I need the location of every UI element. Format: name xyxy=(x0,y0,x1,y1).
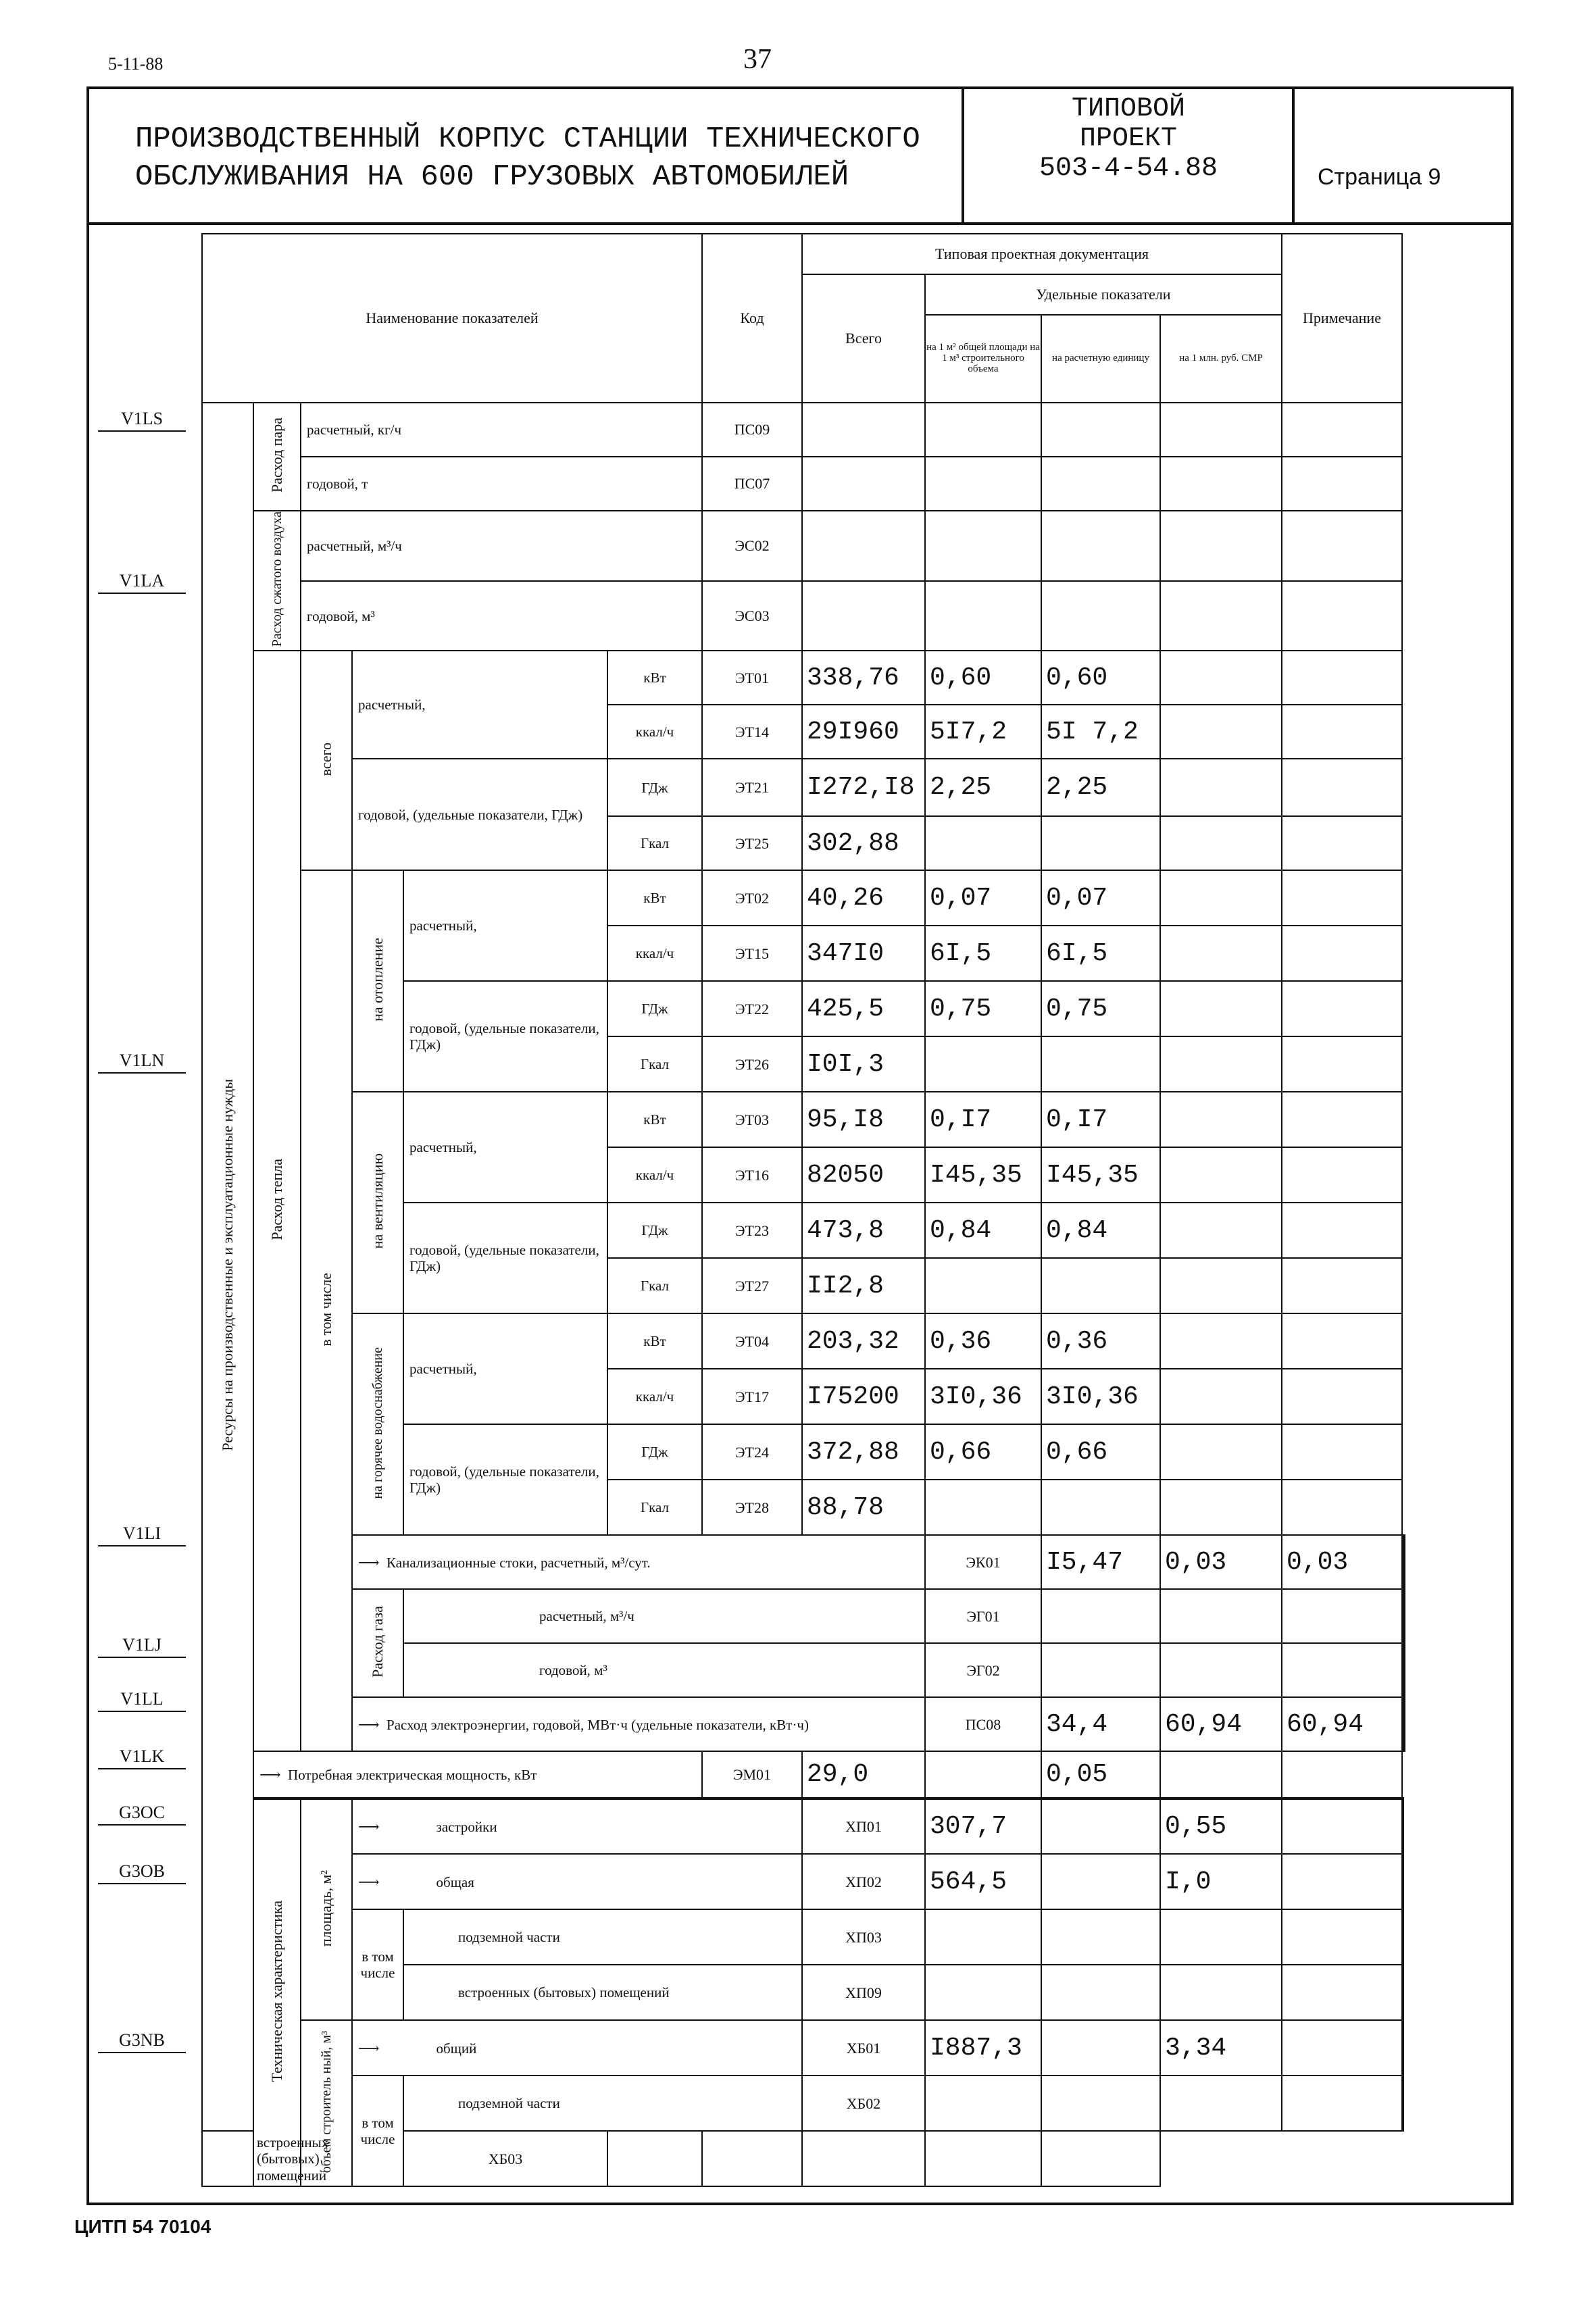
value-per-mln xyxy=(925,2131,1041,2186)
arrow-icon: ⟶ xyxy=(358,1553,380,1571)
row-code: ПС09 xyxy=(702,403,802,457)
note-cell xyxy=(1282,511,1402,581)
col-per-mln-header: на 1 млн. руб. СМР xyxy=(1160,315,1282,403)
row-label: годовой, (удельные показатели, ГДж) xyxy=(352,759,607,870)
value-per-unit: 0,36 xyxy=(1041,1313,1160,1369)
value-per-unit: 0,75 xyxy=(1041,981,1160,1036)
steam-group: Расход пара xyxy=(253,403,301,511)
row-code: ЭТ01 xyxy=(702,651,802,705)
side-code: V1LN xyxy=(98,1051,186,1074)
note-cell xyxy=(1282,1092,1402,1147)
value-per-m2: 6I,5 xyxy=(925,926,1041,981)
row-code: ЭТ02 xyxy=(702,870,802,926)
arrow-icon: ⟶ xyxy=(358,2039,380,2057)
row-label: годовой, м³ xyxy=(403,1643,925,1697)
value-total: 82050 xyxy=(802,1147,925,1203)
value-per-mln xyxy=(1160,1147,1282,1203)
value-per-mln xyxy=(1282,2020,1402,2076)
gas-group: Расход газа xyxy=(352,1589,403,1697)
note-cell xyxy=(1402,1965,1403,2020)
value-per-unit: 0,03 xyxy=(1282,1535,1402,1589)
value-per-unit: 0,05 xyxy=(1041,1751,1160,1799)
heating-group: на отопление xyxy=(352,870,403,1092)
note-cell xyxy=(1402,2020,1403,2076)
row-code: ЭТ26 xyxy=(702,1036,802,1092)
value-per-mln xyxy=(1160,705,1282,759)
value-total xyxy=(802,457,925,511)
value-total: I75200 xyxy=(802,1369,925,1424)
value-total xyxy=(1041,1643,1160,1697)
side-code: V1LA xyxy=(98,571,186,594)
value-per-m2 xyxy=(925,511,1041,581)
value-per-unit xyxy=(1041,1480,1160,1535)
value-per-mln xyxy=(1160,403,1282,457)
value-per-unit: 0,60 xyxy=(1041,651,1160,705)
value-per-m2: 5I7,2 xyxy=(925,705,1041,759)
document-title xyxy=(135,120,920,196)
note-cell xyxy=(1282,1036,1402,1092)
row-code: ХБ02 xyxy=(802,2076,925,2131)
value-per-m2 xyxy=(1041,2020,1160,2076)
value-total: 473,8 xyxy=(802,1203,925,1258)
row-label: расчетный, м³/ч xyxy=(403,1589,925,1643)
value-per-unit xyxy=(1041,403,1160,457)
value-per-unit xyxy=(1041,1036,1160,1092)
value-per-mln xyxy=(1160,926,1282,981)
volume-incl-label: в том числе xyxy=(352,2076,403,2186)
value-per-m2 xyxy=(925,816,1041,870)
row-code: ЭТ28 xyxy=(702,1480,802,1535)
air-group: Расход сжатого воздуха xyxy=(253,511,301,651)
value-per-mln xyxy=(1282,1909,1402,1965)
unit-label: кВт xyxy=(607,1092,702,1147)
area-group: площадь, м² xyxy=(301,1799,352,2020)
row-label: расчетный, xyxy=(403,870,607,981)
value-per-unit: 3,34 xyxy=(1160,2020,1282,2076)
heat-incl-group: в том числе xyxy=(301,870,352,1751)
row-label: встроенных (бытовых) помещений xyxy=(202,2131,352,2186)
header-divider xyxy=(1292,86,1295,225)
value-per-m2: 0,60 xyxy=(925,651,1041,705)
note-cell xyxy=(1282,705,1402,759)
unit-label: ккал/ч xyxy=(607,705,702,759)
value-per-m2 xyxy=(1160,1643,1282,1697)
value-total xyxy=(802,403,925,457)
row-label: ⟶ Потребная электрическая мощность, кВт xyxy=(253,1751,702,1799)
col-note-header: Примечание xyxy=(1282,234,1402,403)
note-cell xyxy=(1402,1909,1403,1965)
col-specific-header: Удельные показатели xyxy=(925,274,1282,315)
side-code: V1LI xyxy=(98,1524,186,1546)
unit-label: кВт xyxy=(607,870,702,926)
value-per-mln xyxy=(1160,870,1282,926)
value-per-unit xyxy=(1282,1589,1402,1643)
value-total: 95,I8 xyxy=(802,1092,925,1147)
title-line-1: ПРОИЗВОДСТВЕННЫЙ КОРПУС СТАНЦИИ ТЕХНИЧЕСКОГО xyxy=(135,122,920,156)
row-code: ХБ01 xyxy=(802,2020,925,2076)
note-cell xyxy=(1402,2076,1403,2131)
value-per-unit: 5I 7,2 xyxy=(1041,705,1160,759)
table-row xyxy=(202,1799,1405,1854)
value-per-unit xyxy=(1282,1643,1402,1697)
row-code: ЭТ23 xyxy=(702,1203,802,1258)
unit-label: ГДж xyxy=(607,1203,702,1258)
value-total: II2,8 xyxy=(802,1258,925,1313)
value-total xyxy=(1041,1589,1160,1643)
row-label: ⟶ застройки xyxy=(352,1799,802,1854)
row-code: ЭТ03 xyxy=(702,1092,802,1147)
resources-group: Ресурсы на производственные и эксплуатационные нужды xyxy=(202,403,253,2131)
unit-label: ккал/ч xyxy=(607,926,702,981)
unit-label: Гкал xyxy=(607,1258,702,1313)
value-per-mln xyxy=(1282,1854,1402,1909)
unit-label: Гкал xyxy=(607,1480,702,1535)
value-per-m2 xyxy=(1041,1965,1160,2020)
value-per-mln xyxy=(1160,981,1282,1036)
side-code: V1LK xyxy=(98,1746,186,1769)
row-code: ЭГ02 xyxy=(925,1643,1041,1697)
value-per-m2 xyxy=(925,403,1041,457)
value-per-mln xyxy=(1160,581,1282,651)
note-cell xyxy=(1282,1258,1402,1313)
value-per-mln xyxy=(1160,1092,1282,1147)
note-cell xyxy=(1282,1424,1402,1480)
row-label: встроенных (бытовых) помещений xyxy=(403,1965,802,2020)
row-label: ⟶ Расход электроэнергии, годовой, МВт·ч (удельные показатели, кВт·ч) xyxy=(352,1697,925,1751)
table-row xyxy=(202,1909,1405,1965)
col-per-unit-header: на расчетную единицу xyxy=(1041,315,1160,403)
value-per-mln xyxy=(1160,1424,1282,1480)
table-row xyxy=(202,1313,1405,1369)
value-per-unit: 6I,5 xyxy=(1041,926,1160,981)
value-total: I0I,3 xyxy=(802,1036,925,1092)
row-code: ЭТ15 xyxy=(702,926,802,981)
value-total: 40,26 xyxy=(802,870,925,926)
value-per-mln xyxy=(1160,1480,1282,1535)
row-code: ЭТ14 xyxy=(702,705,802,759)
row-label: расчетный, xyxy=(352,651,607,759)
value-per-mln xyxy=(1160,1203,1282,1258)
value-per-mln xyxy=(1160,511,1282,581)
value-per-mln xyxy=(1160,1313,1282,1369)
value-per-m2 xyxy=(925,1480,1041,1535)
row-code: ЭТ27 xyxy=(702,1258,802,1313)
value-total: 203,32 xyxy=(802,1313,925,1369)
note-cell xyxy=(1282,759,1402,816)
value-per-mln xyxy=(1282,1965,1402,2020)
row-label: расчетный, кг/ч xyxy=(301,403,702,457)
page-number: 37 xyxy=(743,44,772,75)
project-label: ТИПОВОЙ ПРОЕКТ xyxy=(1071,94,1186,154)
note-cell xyxy=(1282,816,1402,870)
value-per-m2 xyxy=(925,581,1041,651)
value-per-mln xyxy=(1160,759,1282,816)
area-incl-label: в том числе xyxy=(352,1909,403,2020)
row-label: подземной части xyxy=(403,2076,802,2131)
value-per-unit: I,0 xyxy=(1160,1854,1282,1909)
table-row xyxy=(202,1092,1405,1147)
project-number xyxy=(1027,95,1230,184)
row-code: ЭС03 xyxy=(702,581,802,651)
heat-group: Расход тепла xyxy=(253,651,301,1751)
col-code-header: Код xyxy=(702,234,802,403)
note-cell xyxy=(1282,870,1402,926)
value-per-unit: 0,55 xyxy=(1160,1799,1282,1854)
value-total: 88,78 xyxy=(802,1480,925,1535)
ventilation-group: на вентиляцию xyxy=(352,1092,403,1313)
note-cell xyxy=(1282,457,1402,511)
value-total: I272,I8 xyxy=(802,759,925,816)
value-total xyxy=(802,581,925,651)
note-cell xyxy=(1403,1535,1405,1589)
row-code: ЭТ25 xyxy=(702,816,802,870)
value-per-unit: 0,I7 xyxy=(1041,1092,1160,1147)
row-label: ⟶ общая xyxy=(352,1854,802,1909)
value-per-mln xyxy=(1160,1258,1282,1313)
value-per-m2 xyxy=(925,1036,1041,1092)
value-per-unit: I45,35 xyxy=(1041,1147,1160,1203)
note-cell xyxy=(1282,981,1402,1036)
tech-group: Техническая характеристика xyxy=(253,1799,301,2186)
value-per-m2 xyxy=(925,1258,1041,1313)
value-per-unit xyxy=(1160,1909,1282,1965)
row-label: годовой, (удельные показатели, ГДж) xyxy=(403,1424,607,1535)
value-per-unit xyxy=(1041,457,1160,511)
table-row xyxy=(202,2076,1405,2131)
row-label: расчетный, м³/ч xyxy=(301,511,702,581)
note-cell xyxy=(1402,1854,1403,1909)
row-code: ПС07 xyxy=(702,457,802,511)
document-code: 5-11-88 xyxy=(108,54,164,74)
volume-group: объем строитель ный, м³ xyxy=(301,2020,352,2186)
row-code: ХП03 xyxy=(802,1909,925,1965)
row-code: ЭТ17 xyxy=(702,1369,802,1424)
arrow-icon: ⟶ xyxy=(358,1818,380,1836)
col-name-header: Наименование показателей xyxy=(202,234,702,403)
value-per-unit: 60,94 xyxy=(1282,1697,1402,1751)
table-row xyxy=(202,403,1405,457)
value-per-unit xyxy=(1041,581,1160,651)
value-total xyxy=(925,1965,1041,2020)
note-cell xyxy=(1403,1643,1405,1697)
value-per-m2: 2,25 xyxy=(925,759,1041,816)
table-row xyxy=(202,1854,1405,1909)
row-label: ⟶ Канализационные стоки, расчетный, м³/сут. xyxy=(352,1535,925,1589)
value-per-m2: 0,I7 xyxy=(925,1092,1041,1147)
table-row xyxy=(202,1697,1405,1751)
row-code: ЭТ04 xyxy=(702,1313,802,1369)
value-per-m2: 0,75 xyxy=(925,981,1041,1036)
value-total: I5,47 xyxy=(1041,1535,1160,1589)
table-row xyxy=(202,651,1405,705)
note-cell xyxy=(1402,1799,1403,1854)
side-code: V1LL xyxy=(98,1689,186,1712)
row-code: ЭТ21 xyxy=(702,759,802,816)
value-total xyxy=(925,2076,1041,2131)
unit-label: кВт xyxy=(607,651,702,705)
col-per-m2-header: на 1 м² общей площади на 1 м³ строительного объема xyxy=(925,315,1041,403)
title-line-2: ОБСЛУЖИВАНИЯ НА 600 ГРУЗОВЫХ АВТОМОБИЛЕЙ xyxy=(135,160,849,194)
row-code: ЭГ01 xyxy=(925,1589,1041,1643)
row-code: ЭС02 xyxy=(702,511,802,581)
value-per-unit: 0,07 xyxy=(1041,870,1160,926)
value-per-m2: 0,07 xyxy=(925,870,1041,926)
value-per-unit: 2,25 xyxy=(1041,759,1160,816)
side-code: G3OC xyxy=(98,1803,186,1826)
table-row xyxy=(202,870,1405,926)
note-cell xyxy=(1282,1751,1402,1799)
value-total: 307,7 xyxy=(925,1799,1041,1854)
note-cell xyxy=(1282,1147,1402,1203)
value-per-m2: 0,03 xyxy=(1160,1535,1282,1589)
footer-code: ЦИТП 54 70104 xyxy=(74,2216,211,2237)
row-label: ⟶ общий xyxy=(352,2020,802,2076)
value-per-unit xyxy=(1041,1258,1160,1313)
header-divider xyxy=(962,86,964,225)
value-per-m2 xyxy=(702,2131,802,2186)
row-code: ХП01 xyxy=(802,1799,925,1854)
value-per-mln xyxy=(1160,1751,1282,1799)
row-label: годовой, (удельные показатели, ГДж) xyxy=(403,981,607,1092)
value-total: 564,5 xyxy=(925,1854,1041,1909)
value-per-unit xyxy=(1041,511,1160,581)
row-label: расчетный, xyxy=(403,1092,607,1203)
note-cell xyxy=(1282,1203,1402,1258)
unit-label: ккал/ч xyxy=(607,1369,702,1424)
unit-label: ккал/ч xyxy=(607,1147,702,1203)
unit-label: Гкал xyxy=(607,816,702,870)
heat-total-group: всего xyxy=(301,651,352,870)
row-label: расчетный, xyxy=(403,1313,607,1424)
note-cell xyxy=(1282,926,1402,981)
row-code: ХП02 xyxy=(802,1854,925,1909)
value-per-unit xyxy=(1160,1965,1282,2020)
arrow-icon: ⟶ xyxy=(358,1873,380,1890)
value-per-unit xyxy=(1160,2076,1282,2131)
row-code: ЭТ24 xyxy=(702,1424,802,1480)
value-per-m2: I45,35 xyxy=(925,1147,1041,1203)
value-total: 34,4 xyxy=(1041,1697,1160,1751)
value-total: I887,3 xyxy=(925,2020,1041,2076)
value-per-m2: 0,84 xyxy=(925,1203,1041,1258)
note-cell xyxy=(1282,1480,1402,1535)
value-per-unit: 0,84 xyxy=(1041,1203,1160,1258)
value-per-unit xyxy=(1041,816,1160,870)
table-row xyxy=(202,1589,1405,1643)
col-total-header: Всего xyxy=(802,274,925,403)
note-cell xyxy=(1282,651,1402,705)
side-code: V1LS xyxy=(98,409,186,432)
table-row xyxy=(202,1751,1405,1799)
value-per-m2: 60,94 xyxy=(1160,1697,1282,1751)
side-code: G3NB xyxy=(98,2030,186,2053)
table-row xyxy=(202,457,1405,511)
note-cell xyxy=(1282,1369,1402,1424)
unit-label: ГДж xyxy=(607,981,702,1036)
hot-water-group: на горячее водоснабжение xyxy=(352,1313,403,1535)
value-per-m2: 3I0,36 xyxy=(925,1369,1041,1424)
value-total: 29,0 xyxy=(802,1751,925,1799)
unit-label: ГДж xyxy=(607,759,702,816)
table-row xyxy=(202,511,1405,581)
value-per-mln xyxy=(1282,2076,1402,2131)
value-total xyxy=(925,1909,1041,1965)
note-cell xyxy=(1282,581,1402,651)
table-row xyxy=(202,1535,1405,1589)
arrow-icon: ⟶ xyxy=(358,1715,380,1733)
row-code: ПС08 xyxy=(925,1697,1041,1751)
table-row xyxy=(202,759,1405,816)
row-code: ЭК01 xyxy=(925,1535,1041,1589)
row-code: ХБ03 xyxy=(403,2131,607,2186)
unit-label: кВт xyxy=(607,1313,702,1369)
row-code: ХП09 xyxy=(802,1965,925,2020)
row-label: подземной части xyxy=(403,1909,802,1965)
value-per-m2 xyxy=(925,1751,1041,1799)
project-code: 503-4-54.88 xyxy=(1039,153,1218,184)
unit-label: ГДж xyxy=(607,1424,702,1480)
value-per-mln xyxy=(1160,457,1282,511)
value-per-m2 xyxy=(1041,1854,1160,1909)
row-code: ЭМ01 xyxy=(702,1751,802,1799)
value-per-mln xyxy=(1160,1036,1282,1092)
side-code: G3OB xyxy=(98,1861,186,1884)
table-row xyxy=(202,581,1405,651)
note-cell xyxy=(1403,1697,1405,1751)
col-group-header: Типовая проектная документация xyxy=(802,234,1282,274)
value-per-m2: 0,66 xyxy=(925,1424,1041,1480)
note-cell xyxy=(1282,1313,1402,1369)
value-total: 425,5 xyxy=(802,981,925,1036)
page-label: Страница 9 xyxy=(1318,164,1441,190)
arrow-icon: ⟶ xyxy=(259,1766,281,1784)
unit-label: Гкал xyxy=(607,1036,702,1092)
value-per-mln xyxy=(1160,816,1282,870)
value-per-mln xyxy=(1160,651,1282,705)
value-per-unit: 3I0,36 xyxy=(1041,1369,1160,1424)
value-per-mln xyxy=(1282,1799,1402,1854)
table-row xyxy=(202,2020,1405,2076)
note-cell xyxy=(1282,403,1402,457)
value-total xyxy=(607,2131,702,2186)
value-total: 372,88 xyxy=(802,1424,925,1480)
value-per-m2: 0,36 xyxy=(925,1313,1041,1369)
value-total: 347I0 xyxy=(802,926,925,981)
value-per-m2 xyxy=(1041,1909,1160,1965)
note-cell xyxy=(1041,2131,1160,2186)
value-per-mln xyxy=(1160,1369,1282,1424)
value-total: 338,76 xyxy=(802,651,925,705)
value-total xyxy=(802,511,925,581)
value-per-m2 xyxy=(1041,1799,1160,1854)
note-cell xyxy=(1403,1589,1405,1643)
indicators-table xyxy=(201,233,1405,2187)
row-code: ЭТ16 xyxy=(702,1147,802,1203)
row-label: годовой, т xyxy=(301,457,702,511)
row-label: годовой, (удельные показатели, ГДж) xyxy=(403,1203,607,1313)
value-per-unit: 0,66 xyxy=(1041,1424,1160,1480)
value-per-m2 xyxy=(925,457,1041,511)
value-total: 29I960 xyxy=(802,705,925,759)
value-per-unit xyxy=(802,2131,925,2186)
side-code: V1LJ xyxy=(98,1635,186,1658)
row-code: ЭТ22 xyxy=(702,981,802,1036)
value-total: 302,88 xyxy=(802,816,925,870)
row-label: годовой, м³ xyxy=(301,581,702,651)
value-per-m2 xyxy=(1160,1589,1282,1643)
value-per-m2 xyxy=(1041,2076,1160,2131)
